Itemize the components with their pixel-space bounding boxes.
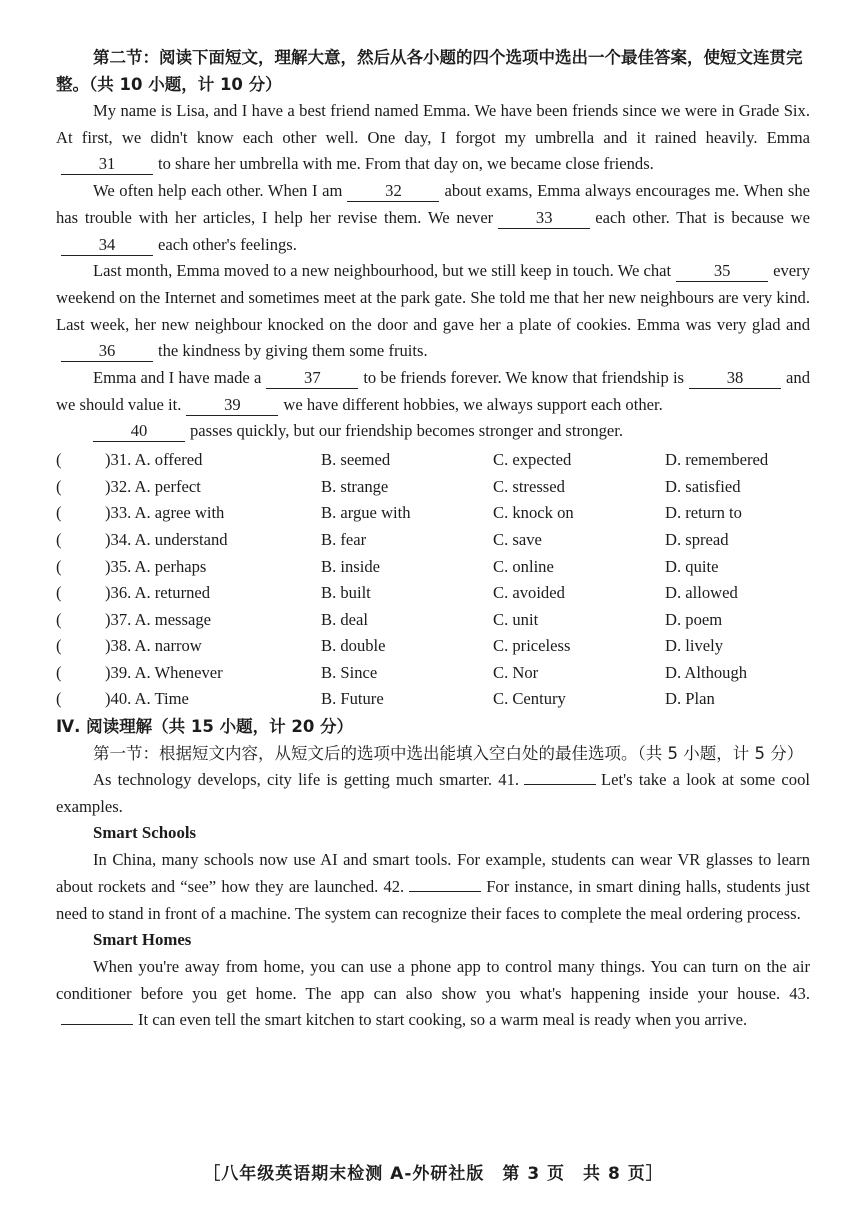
question-row-35 [56, 554, 810, 581]
blank-38[interactable]: 38 [689, 368, 781, 389]
option-c: C. knock on [493, 503, 574, 523]
subheading-smart-homes: Smart Homes [93, 930, 192, 950]
text: Emma and I have made a [93, 368, 262, 388]
option-d: D. Although [665, 662, 748, 682]
text: to be friends forever. We know that friendship is [363, 368, 685, 388]
option-d: D. poem [665, 609, 723, 629]
option-d: D. quite [665, 556, 719, 576]
option-c: C. online [493, 556, 554, 576]
text: My name is Lisa, and I have a best friend named Emma. We have been friends since we were in Grade Six. At first, we didn't know each other well. One day, I forgot my umbrella and it rained heavily. Emma [56, 101, 810, 147]
option-a: )38. A. narrow [105, 636, 202, 656]
part4-section1-heading: 第一节：根据短文内容，从短文后的选项中选出能填入空白处的最佳选项。（共 5 小题，计 5 分） [93, 744, 804, 764]
blank-34[interactable]: 34 [61, 235, 153, 256]
option-d: D. allowed [665, 583, 738, 603]
reading-intro [56, 767, 810, 820]
part4-heading: Ⅳ. 阅读理解（共 15 小题，计 20 分） [56, 717, 354, 737]
option-a: )32. A. perfect [105, 476, 201, 496]
answer-paren[interactable]: ( [56, 476, 62, 496]
option-d: D. Plan [665, 689, 715, 709]
question-row-39 [56, 660, 810, 687]
option-b: B. seemed [321, 450, 391, 470]
question-row-31 [56, 447, 810, 474]
option-a: )36. A. returned [105, 583, 211, 603]
text: Last month, Emma moved to a new neighbourhood, but we still keep in touch. We chat [93, 261, 672, 281]
answer-paren[interactable]: ( [56, 556, 62, 576]
option-b: B. fear [321, 529, 367, 549]
text: For instance, in smart dining halls, students just need to stand in front of a machine. The system can recognize their faces to complete the meal ordering process. [56, 876, 810, 923]
blank-40[interactable]: 40 [93, 421, 185, 442]
question-row-33 [56, 500, 810, 527]
blank-36[interactable]: 36 [61, 341, 153, 362]
text: We often help each other. When I am [93, 181, 343, 201]
option-d: D. spread [665, 529, 729, 549]
answer-paren[interactable]: ( [56, 689, 62, 709]
reading-paragraph-schools [56, 847, 810, 927]
answer-paren[interactable]: ( [56, 636, 62, 656]
question-row-34 [56, 527, 810, 554]
option-d: D. lively [665, 636, 724, 656]
blank-33[interactable]: 33 [498, 208, 590, 229]
option-b: B. Since [321, 662, 378, 682]
cloze-paragraph-3 [56, 258, 810, 365]
page-footer: ［八年级英语期末检测 A-外研社版 第 3 页 共 8 页］ [203, 1164, 664, 1184]
option-c: C. priceless [493, 636, 571, 656]
blank-31[interactable]: 31 [61, 154, 153, 175]
section2-heading: 第二节：阅读下面短文，理解大意，然后从各小题的四个选项中选出一个最佳答案，使短文连贯完整。（共 10 小题，计 10 分） [56, 48, 803, 94]
text: about exams, Emma always encourages me. When she has trouble with her articles, I help her revise them. We never [56, 181, 810, 227]
text: Let's take a look at some cool examples. [56, 770, 811, 816]
option-b: B. double [321, 636, 386, 656]
cloze-paragraph-1 [56, 98, 810, 178]
option-a: )31. A. offered [105, 450, 203, 470]
question-row-32 [56, 474, 810, 501]
text: passes quickly, but our friendship becomes stronger and stronger. [190, 421, 624, 441]
option-a: )35. A. perhaps [105, 556, 207, 576]
option-c: C. Century [493, 689, 566, 709]
text: each other. That is because we [595, 207, 811, 227]
answer-paren[interactable]: ( [56, 529, 62, 549]
option-d: D. remembered [665, 450, 769, 470]
question-row-36 [56, 580, 810, 607]
blank-39[interactable]: 39 [186, 395, 278, 416]
text: It can even tell the smart kitchen to start cooking, so a warm meal is ready when you arrive. [138, 1010, 748, 1030]
answer-paren[interactable]: ( [56, 662, 62, 682]
option-b: B. deal [321, 609, 369, 629]
option-b: B. Future [321, 689, 384, 709]
options-list [56, 447, 810, 713]
text: the kindness by giving them some fruits. [158, 341, 428, 361]
cloze-paragraph-5 [56, 418, 810, 445]
text: each other's feelings. [158, 234, 297, 254]
reading-paragraph-homes [56, 954, 810, 1034]
option-b: B. inside [321, 556, 381, 576]
option-a: )40. A. Time [105, 689, 189, 709]
text: every weekend on the Internet and sometimes meet at the park gate. She told me that her new neighbours are very kind. Last week, her new neighbour knocked on the door and gave her a plate of cookies. Emma was very glad and [56, 261, 810, 334]
text: and we should value it. [56, 368, 810, 414]
text: When you're away from home, you can use a phone app to control many things. You can turn on the air conditioner before you get home. The app can also show you what's happening inside your house. 43. [56, 957, 810, 1003]
cloze-paragraph-4 [56, 365, 810, 418]
blank-42[interactable] [409, 891, 481, 892]
cloze-paragraph-2 [56, 178, 810, 258]
option-a: )34. A. understand [105, 529, 228, 549]
option-c: C. avoided [493, 583, 565, 603]
option-c: C. unit [493, 609, 539, 629]
question-row-38 [56, 633, 810, 660]
answer-paren[interactable]: ( [56, 583, 62, 603]
option-b: B. argue with [321, 503, 411, 523]
option-c: C. expected [493, 450, 572, 470]
option-b: B. built [321, 583, 371, 603]
option-c: C. Nor [493, 662, 539, 682]
text: In China, many schools now use AI and smart tools. For example, students can wear VR glasses to learn about rockets and “see” how they are launched. 42. [56, 850, 810, 896]
blank-35[interactable]: 35 [676, 261, 768, 282]
blank-32[interactable]: 32 [347, 181, 439, 202]
text: to share her umbrella with me. From that day on, we became close friends. [158, 154, 654, 174]
question-row-37 [56, 607, 810, 634]
answer-paren[interactable]: ( [56, 450, 62, 470]
blank-41[interactable] [524, 784, 596, 785]
answer-paren[interactable]: ( [56, 609, 62, 629]
answer-paren[interactable]: ( [56, 503, 62, 523]
text: As technology develops, city life is getting much smarter. 41. [93, 770, 520, 790]
blank-43[interactable] [61, 1024, 133, 1025]
text: we have different hobbies, we always support each other. [283, 394, 663, 414]
option-a: )37. A. message [105, 609, 211, 629]
option-d: D. satisfied [665, 476, 741, 496]
option-b: B. strange [321, 476, 389, 496]
blank-37[interactable]: 37 [266, 368, 358, 389]
option-a: )33. A. agree with [105, 503, 225, 523]
subheading-smart-schools: Smart Schools [93, 823, 197, 843]
option-d: D. return to [665, 503, 742, 523]
question-row-40 [56, 686, 810, 713]
option-c: C. save [493, 529, 542, 549]
option-a: )39. A. Whenever [105, 662, 223, 682]
exam-page [56, 44, 810, 1034]
option-c: C. stressed [493, 476, 565, 496]
